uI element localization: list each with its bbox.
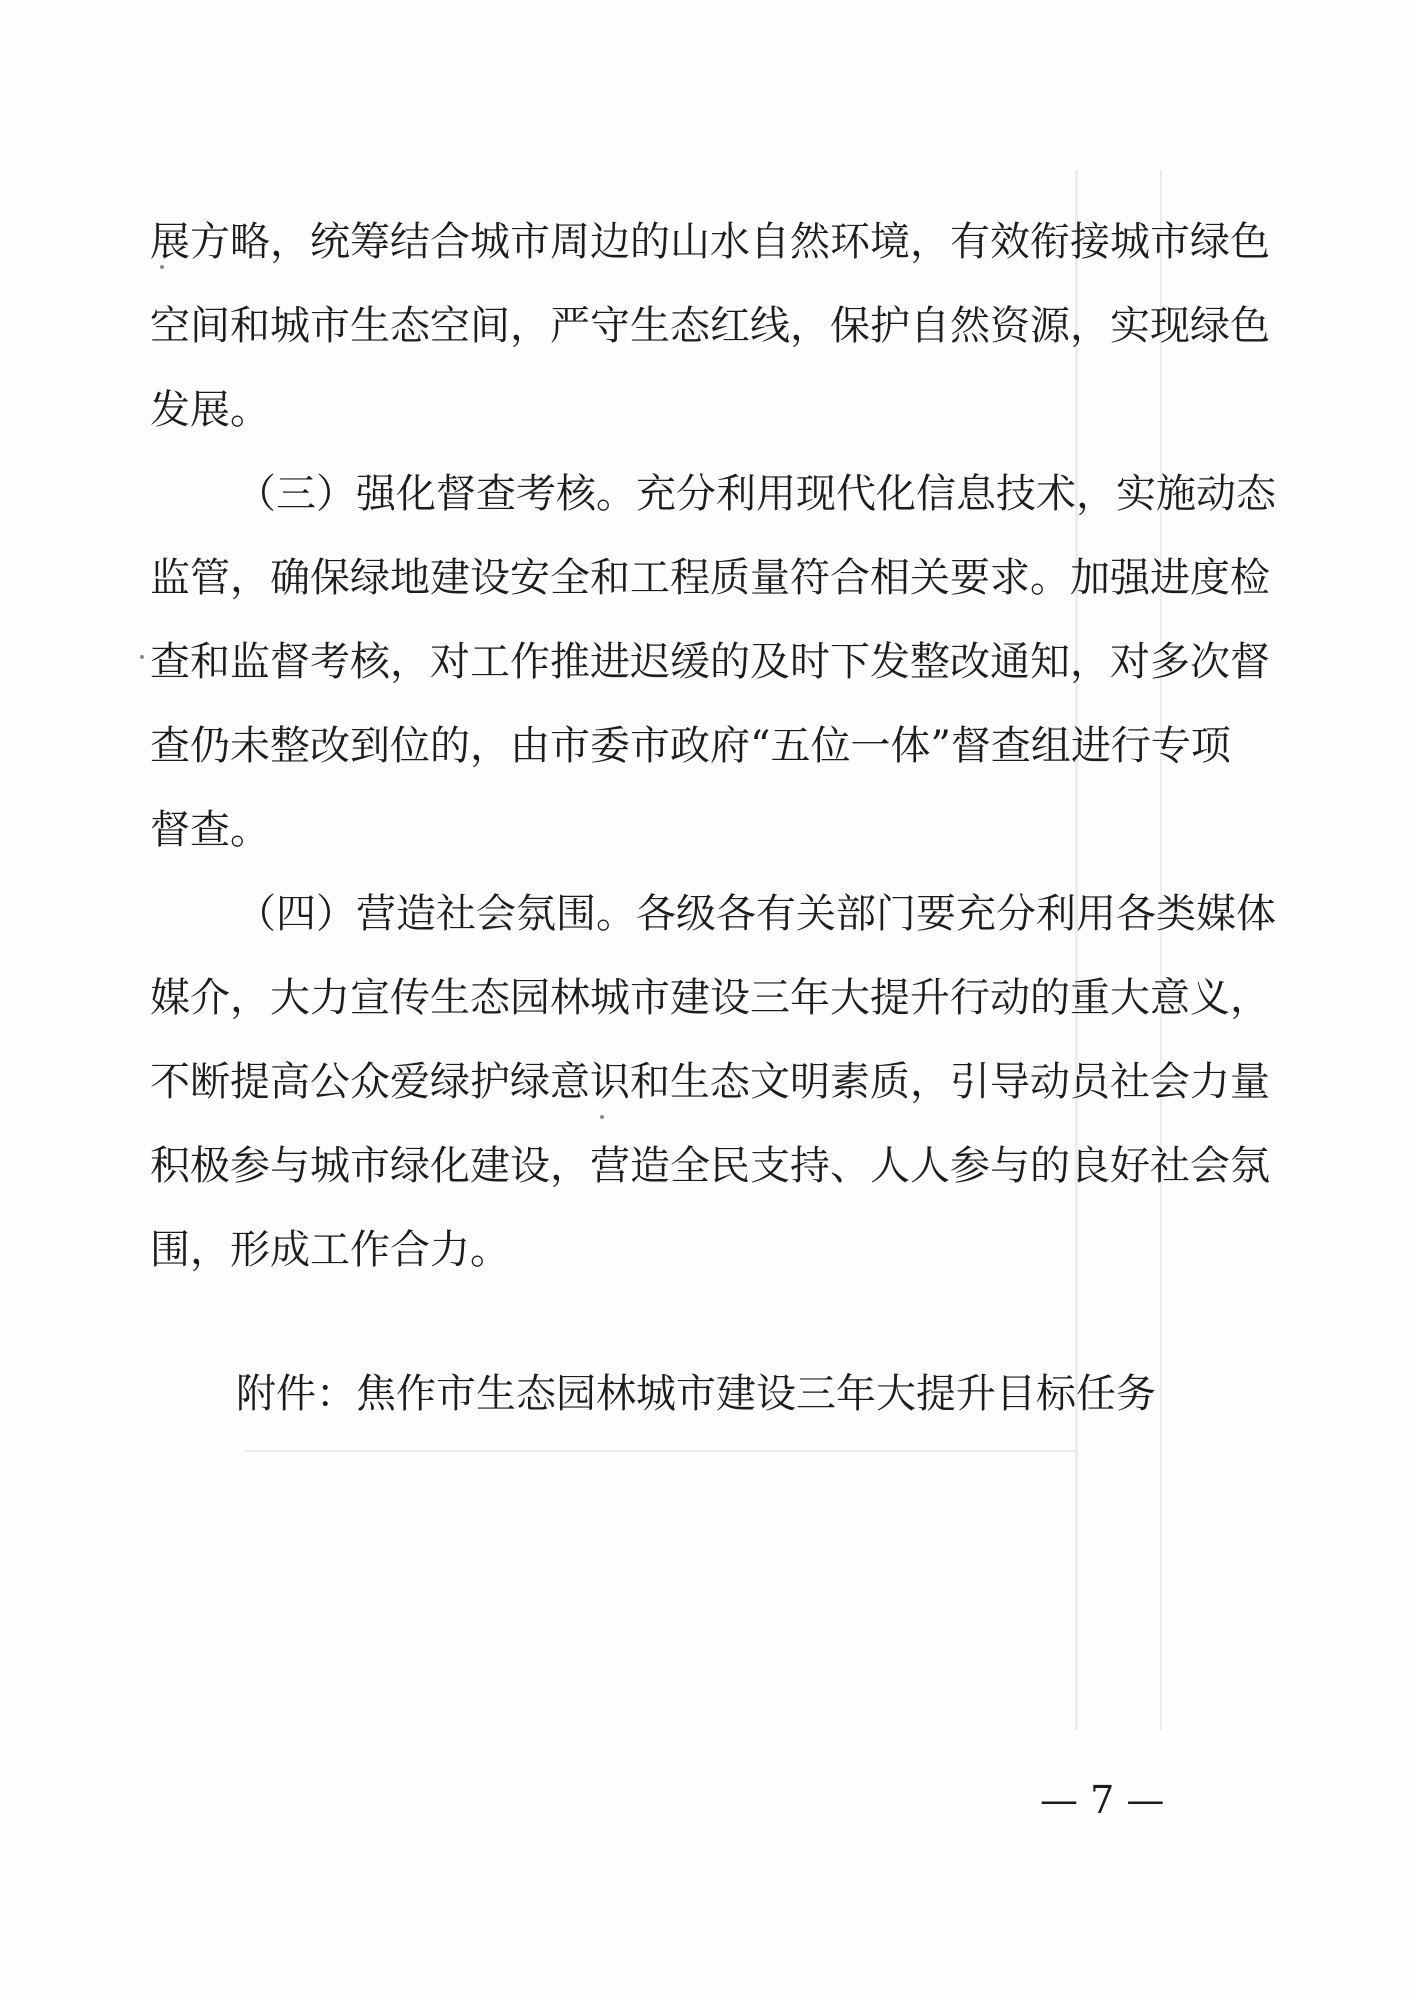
attachment-note: 附件：焦作市生态园林城市建设三年大提升目标任务 [236, 1371, 1156, 1417]
section-heading-line: （四）营造社会氛围。各级各有关部门要充分利用各类媒体 [236, 891, 1276, 937]
body-text-line: 媒介，大力宣传生态园林城市建设三年大提升行动的重大意义， [150, 975, 1270, 1021]
section-heading-line: （三）强化督查考核。充分利用现代化信息技术，实施动态 [236, 471, 1276, 517]
bleed-through-line [245, 1450, 1075, 1452]
body-text-line: 查仍未整改到位的，由市委市政府“五位一体”督查组进行专项 [150, 723, 1231, 769]
body-text-line: 空间和城市生态空间，严守生态红线，保护自然资源，实现绿色 [150, 303, 1270, 349]
body-text-line: 查和监督考核，对工作推进迟缓的及时下发整改通知，对多次督 [150, 639, 1270, 685]
body-text-line: 积极参与城市绿化建设，营造全民支持、人人参与的良好社会氛 [150, 1143, 1270, 1189]
page-number: — 7 — [1040, 1778, 1165, 1822]
body-text-line: 展方略，统筹结合城市周边的山水自然环境，有效衔接城市绿色 [150, 219, 1270, 265]
body-text-line: 围，形成工作合力。 [150, 1227, 510, 1273]
body-text-line: 发展。 [150, 387, 270, 433]
body-text-line: 监管，确保绿地建设安全和工程质量符合相关要求。加强进度检 [150, 555, 1270, 601]
scan-speck [140, 655, 144, 659]
body-text-line: 督查。 [150, 807, 270, 853]
body-text-line: 不断提高公众爱绿护绿意识和生态文明素质，引导动员社会力量 [150, 1059, 1270, 1105]
